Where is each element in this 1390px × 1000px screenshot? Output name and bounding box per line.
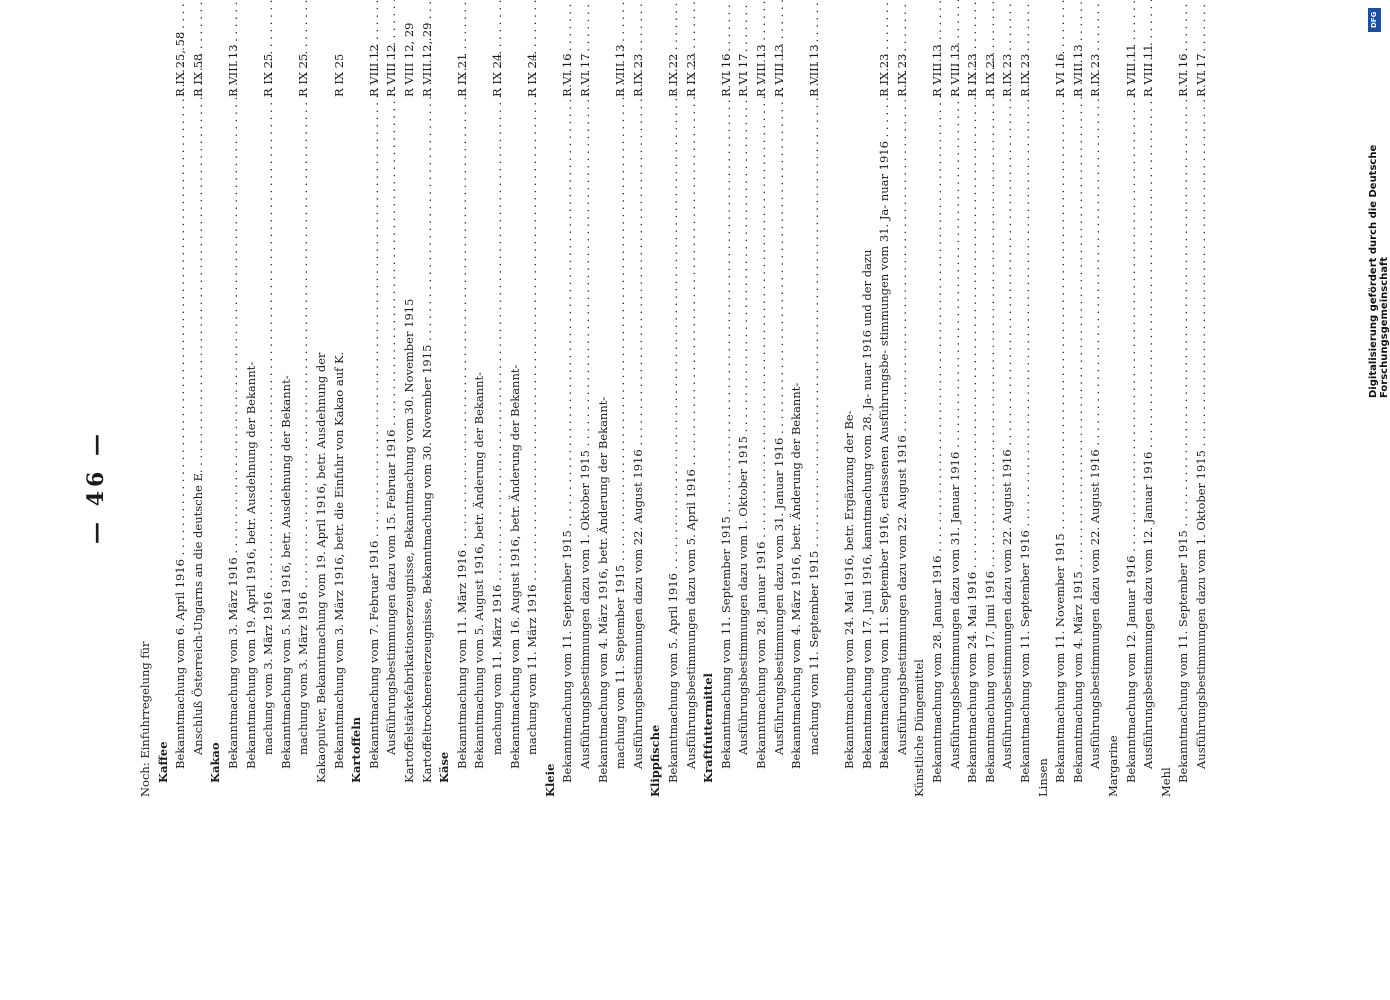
index-entry-text: Ausführungsbestimmungen dazu vom 31. Januar 1916 . . . xyxy=(948,117,962,769)
index-entry-text: machung vom 11. März 1916 . . . xyxy=(525,117,539,755)
index-entry-text: Anschluß Österreich-Ungarns an die deutsche E. . . . xyxy=(191,117,205,755)
index-entry-reference: R VIII 12, 29 xyxy=(402,22,416,97)
index-entry-reference: R VIII 11 xyxy=(1123,44,1138,97)
index-entry-text: Bekanntmachung vom 12. Januar 1916 . . . xyxy=(1124,117,1138,783)
index-entry-text: Bekanntmachung vom 17. Juni 1916 . . . xyxy=(983,117,997,783)
index-entry-reference: R VIII 12 xyxy=(366,44,381,97)
index-entry-text: Bekanntmachung vom 11. September 1916 . . . xyxy=(1018,117,1032,783)
index-entry-text: Linsen xyxy=(1035,758,1050,797)
index-entry-text: Bekanntmachung vom 24. Mai 1916, betr. Ergänzung der Be- xyxy=(842,410,856,769)
index-entry-text: Noch: Einfuhrregelung für xyxy=(138,641,152,797)
index-entry-text: Künstliche Düngemittel xyxy=(912,659,927,797)
dfg-credit-stamp xyxy=(1368,8,1390,398)
index-entry-text: Bekanntmachung vom 4. März 1916, betr. Änderung der Bekannt- xyxy=(595,396,610,783)
index-entry-reference: R IX 24 xyxy=(490,53,504,97)
index-entry-reference: R IX 23 xyxy=(1018,53,1032,97)
index-entry-text: Bekanntmachung vom 11. September 1916, erlassenen Ausführungsbe- stimmungen vom 31. Ja- nuar 1916 . . . xyxy=(877,117,891,769)
index-entry-text: Kakaopulver, Bekanntmachung vom 19. April 1916, betr. Ausdehnung der xyxy=(314,352,328,783)
index-entry-text: Ausführungsbestimmungen dazu vom 5. April 1916 . . . xyxy=(684,117,698,769)
index-entry-reference: R IX 58 xyxy=(190,53,205,97)
index-entry-reference: R VIII 12, 29 xyxy=(419,22,434,97)
index-entry-reference: R IX 22 xyxy=(666,53,680,97)
index-entry-text: Kraftfuttermittel xyxy=(701,673,716,783)
index-entry-text: Mehl xyxy=(1158,767,1173,797)
index-entry-reference: R VI 16 xyxy=(1053,53,1068,97)
rotated-text-block xyxy=(83,22,1223,797)
index-entry-text: Bekanntmachung vom 5. August 1916, betr. Änderung der Bekannt- xyxy=(472,371,487,769)
index-entry-reference: R VI 17 xyxy=(1194,53,1208,97)
index-entry-text: Kartoffeltrocknereierzeugnisse, Bekanntmachung vom 30. November 1915 . . . xyxy=(420,117,434,783)
index-entry-text: Bekanntmachung vom 5. Mai 1916, betr. Ausdehnung der Bekannt- xyxy=(278,375,293,769)
index-entry-text: Kartoffeln xyxy=(349,717,364,783)
index-entry-reference: R VIII 13 xyxy=(930,44,944,97)
index-entry-reference: R VIII 13 xyxy=(613,44,628,97)
index-entry-text: Bekanntmachung vom 16. August 1916, betr. Änderung der Bekannt- xyxy=(507,364,522,769)
index-entry-reference: R VIII 13 xyxy=(226,44,240,97)
index-row xyxy=(1194,0,1216,797)
index-entry-reference: R VIII 13 xyxy=(806,44,821,97)
index-entry-reference: R VIII 13 xyxy=(1070,44,1085,97)
index-entry-text: machung vom 11. September 1915 . . . xyxy=(807,117,821,755)
index-entry-reference: R IX 24 xyxy=(525,53,540,97)
index-entry-text: Ausführungsbestimmungen dazu vom 1. Oktober 1915 . . . xyxy=(736,117,750,755)
index-entry-reference: R VI 16 xyxy=(560,53,575,97)
index-entry-reference: R IX 23 xyxy=(894,53,909,97)
index-entry-reference: R IX 21 xyxy=(454,53,469,97)
index-entry-reference: R VIII 12 xyxy=(384,44,399,97)
index-entry-text: Bekanntmachung vom 11. September 1915 . . . xyxy=(560,117,574,783)
index-entry-text: Bekanntmachung vom 11. September 1915 . . . xyxy=(1176,117,1190,783)
dfg-logo: DFG xyxy=(1368,8,1381,32)
index-entry-text: Kakao xyxy=(208,742,223,783)
index-entry-reference: R IX 23 xyxy=(630,53,645,97)
index-entry-reference: R IX 23 xyxy=(1088,53,1103,97)
index-entry-text: Margarine xyxy=(1106,735,1120,797)
index-entry-reference: R IX 25, 58 xyxy=(173,31,188,97)
index-entry-reference: R VIII 13 xyxy=(771,44,786,97)
index-entry-text: Bekanntmachung vom 24. Mai 1916 . . . xyxy=(965,117,979,783)
index-entry-text: Bekanntmachung vom 4. März 1915 . . . xyxy=(1071,117,1085,783)
index-entry-reference: R IX 23 xyxy=(877,53,892,97)
index-entry-text: Ausführungsbestimmungen dazu vom 15. Februar 1916 . . . xyxy=(384,117,398,755)
index-entry-text: Bekanntmachung vom 7. Februar 1916 . . . xyxy=(367,117,381,769)
index-entry-reference: R VIII 13 xyxy=(947,44,962,97)
dfg-credit-text: Digitalisierung gefördert durch die Deutsche Forschungsgemeinschaft xyxy=(1368,144,1390,398)
index-entry-reference: R VI 17 xyxy=(578,53,592,97)
index-entry-text: Klippfische xyxy=(648,724,663,797)
index-entry-reference: R IX 23 xyxy=(965,53,980,97)
index-entry-text: Bekanntmachung vom 28. Januar 1916 . . . xyxy=(930,117,944,783)
index-entry-text: Bekanntmachung vom 28. Januar 1916 . . . xyxy=(754,117,768,769)
index-entry-text: Ausführungsbestimmungen dazu vom 22. August 1916 . . . xyxy=(631,117,645,769)
index-entry-text: Bekanntmachung vom 3. März 1916, betr. die Einfuhr von Kakao auf K. xyxy=(331,351,346,769)
index-entry-text: Ausführungsbestimmungen dazu vom 12. Januar 1916 . . . xyxy=(1141,117,1155,769)
index-entry-reference: R VI 16 xyxy=(718,53,733,97)
index-entry-text: Bekanntmachung vom 11. September 1915 . . . xyxy=(719,117,733,769)
page-number: — 46 — xyxy=(83,430,109,544)
index-entry-text: Bekanntmachung vom 3. März 1916 . . . xyxy=(226,117,240,769)
index-entry-reference: R IX 25 xyxy=(296,53,311,97)
index-entry-reference: R IX 23 xyxy=(683,53,698,97)
index-entry-reference: R VI 16 xyxy=(1176,53,1191,97)
index-entry-text: Bekanntmachung vom 19. April 1916, betr. Ausdehnung der Bekannt- xyxy=(243,361,258,769)
index-entry-reference: R IX 23 xyxy=(982,53,997,97)
index-entry-text: Bekanntmachung vom 11. November 1915 . . . xyxy=(1053,117,1067,783)
index-entry-text: Kartoffelstärkefabrikationserzeugnisse, Bekanntmachung vom 30. November 1915 xyxy=(402,298,416,783)
index-entry-text: Ausführungsbestimmungen dazu vom 22. August 1916 . . . xyxy=(1000,117,1014,769)
index-entry-text: machung vom 11. September 1915 . . . xyxy=(613,117,627,769)
index-entry-reference: R VI 17 xyxy=(736,53,751,97)
index-entry-text: Kaffee xyxy=(155,741,170,783)
index-entry-text: Bekanntmachung vom 11. März 1916 . . . xyxy=(455,117,469,769)
index-entry-text: Ausführungsbestimmungen dazu vom 22. August 1916 . . . xyxy=(1088,117,1102,769)
index-entry-text: Bekanntmachung vom 4. März 1916, betr. Änderung der Bekannt- xyxy=(789,382,804,769)
index-entry-text: Kleie xyxy=(542,763,557,797)
index-entry-text: Ausführungsbestimmungen dazu vom 22. August 1916 . . . xyxy=(895,117,909,755)
index-entry-reference: R IX 25 xyxy=(261,53,276,97)
index-entry-text: Ausführungsbestimmungen dazu vom 1. Oktober 1915 . . . xyxy=(1194,117,1208,769)
index-entry-text: Ausführungsbestimmungen dazu vom 1. Oktober 1915 . . . xyxy=(578,117,592,769)
index-entry-reference: R IX 23 xyxy=(1000,53,1015,97)
index-entry-text: Bekanntmachung vom 17. Juni 1916, kanntmachung vom 28. Ja- nuar 1916 und der dazu xyxy=(859,249,874,769)
index-entry-text: Käse xyxy=(437,751,452,783)
index-entry-text: Bekanntmachung vom 6. April 1916 . . . xyxy=(173,117,187,769)
index-entry-text: Ausführungsbestimmungen dazu vom 31. Januar 1916 . . . xyxy=(772,117,786,755)
index-entry-reference: R VIII 11 xyxy=(1141,44,1156,97)
index-entry-reference: R IX 25 xyxy=(331,53,346,97)
index-entry-text: machung vom 3. März 1916 . . . xyxy=(296,117,310,755)
index-entry-reference: R VIII 13 xyxy=(754,44,768,97)
index-entry-text: machung vom 3. März 1916 . . . xyxy=(261,117,275,755)
index-entry-text: machung vom 11. März 1916 . . . xyxy=(490,117,504,755)
index-entry-text: Bekanntmachung vom 5. April 1916 . . . xyxy=(666,117,680,783)
